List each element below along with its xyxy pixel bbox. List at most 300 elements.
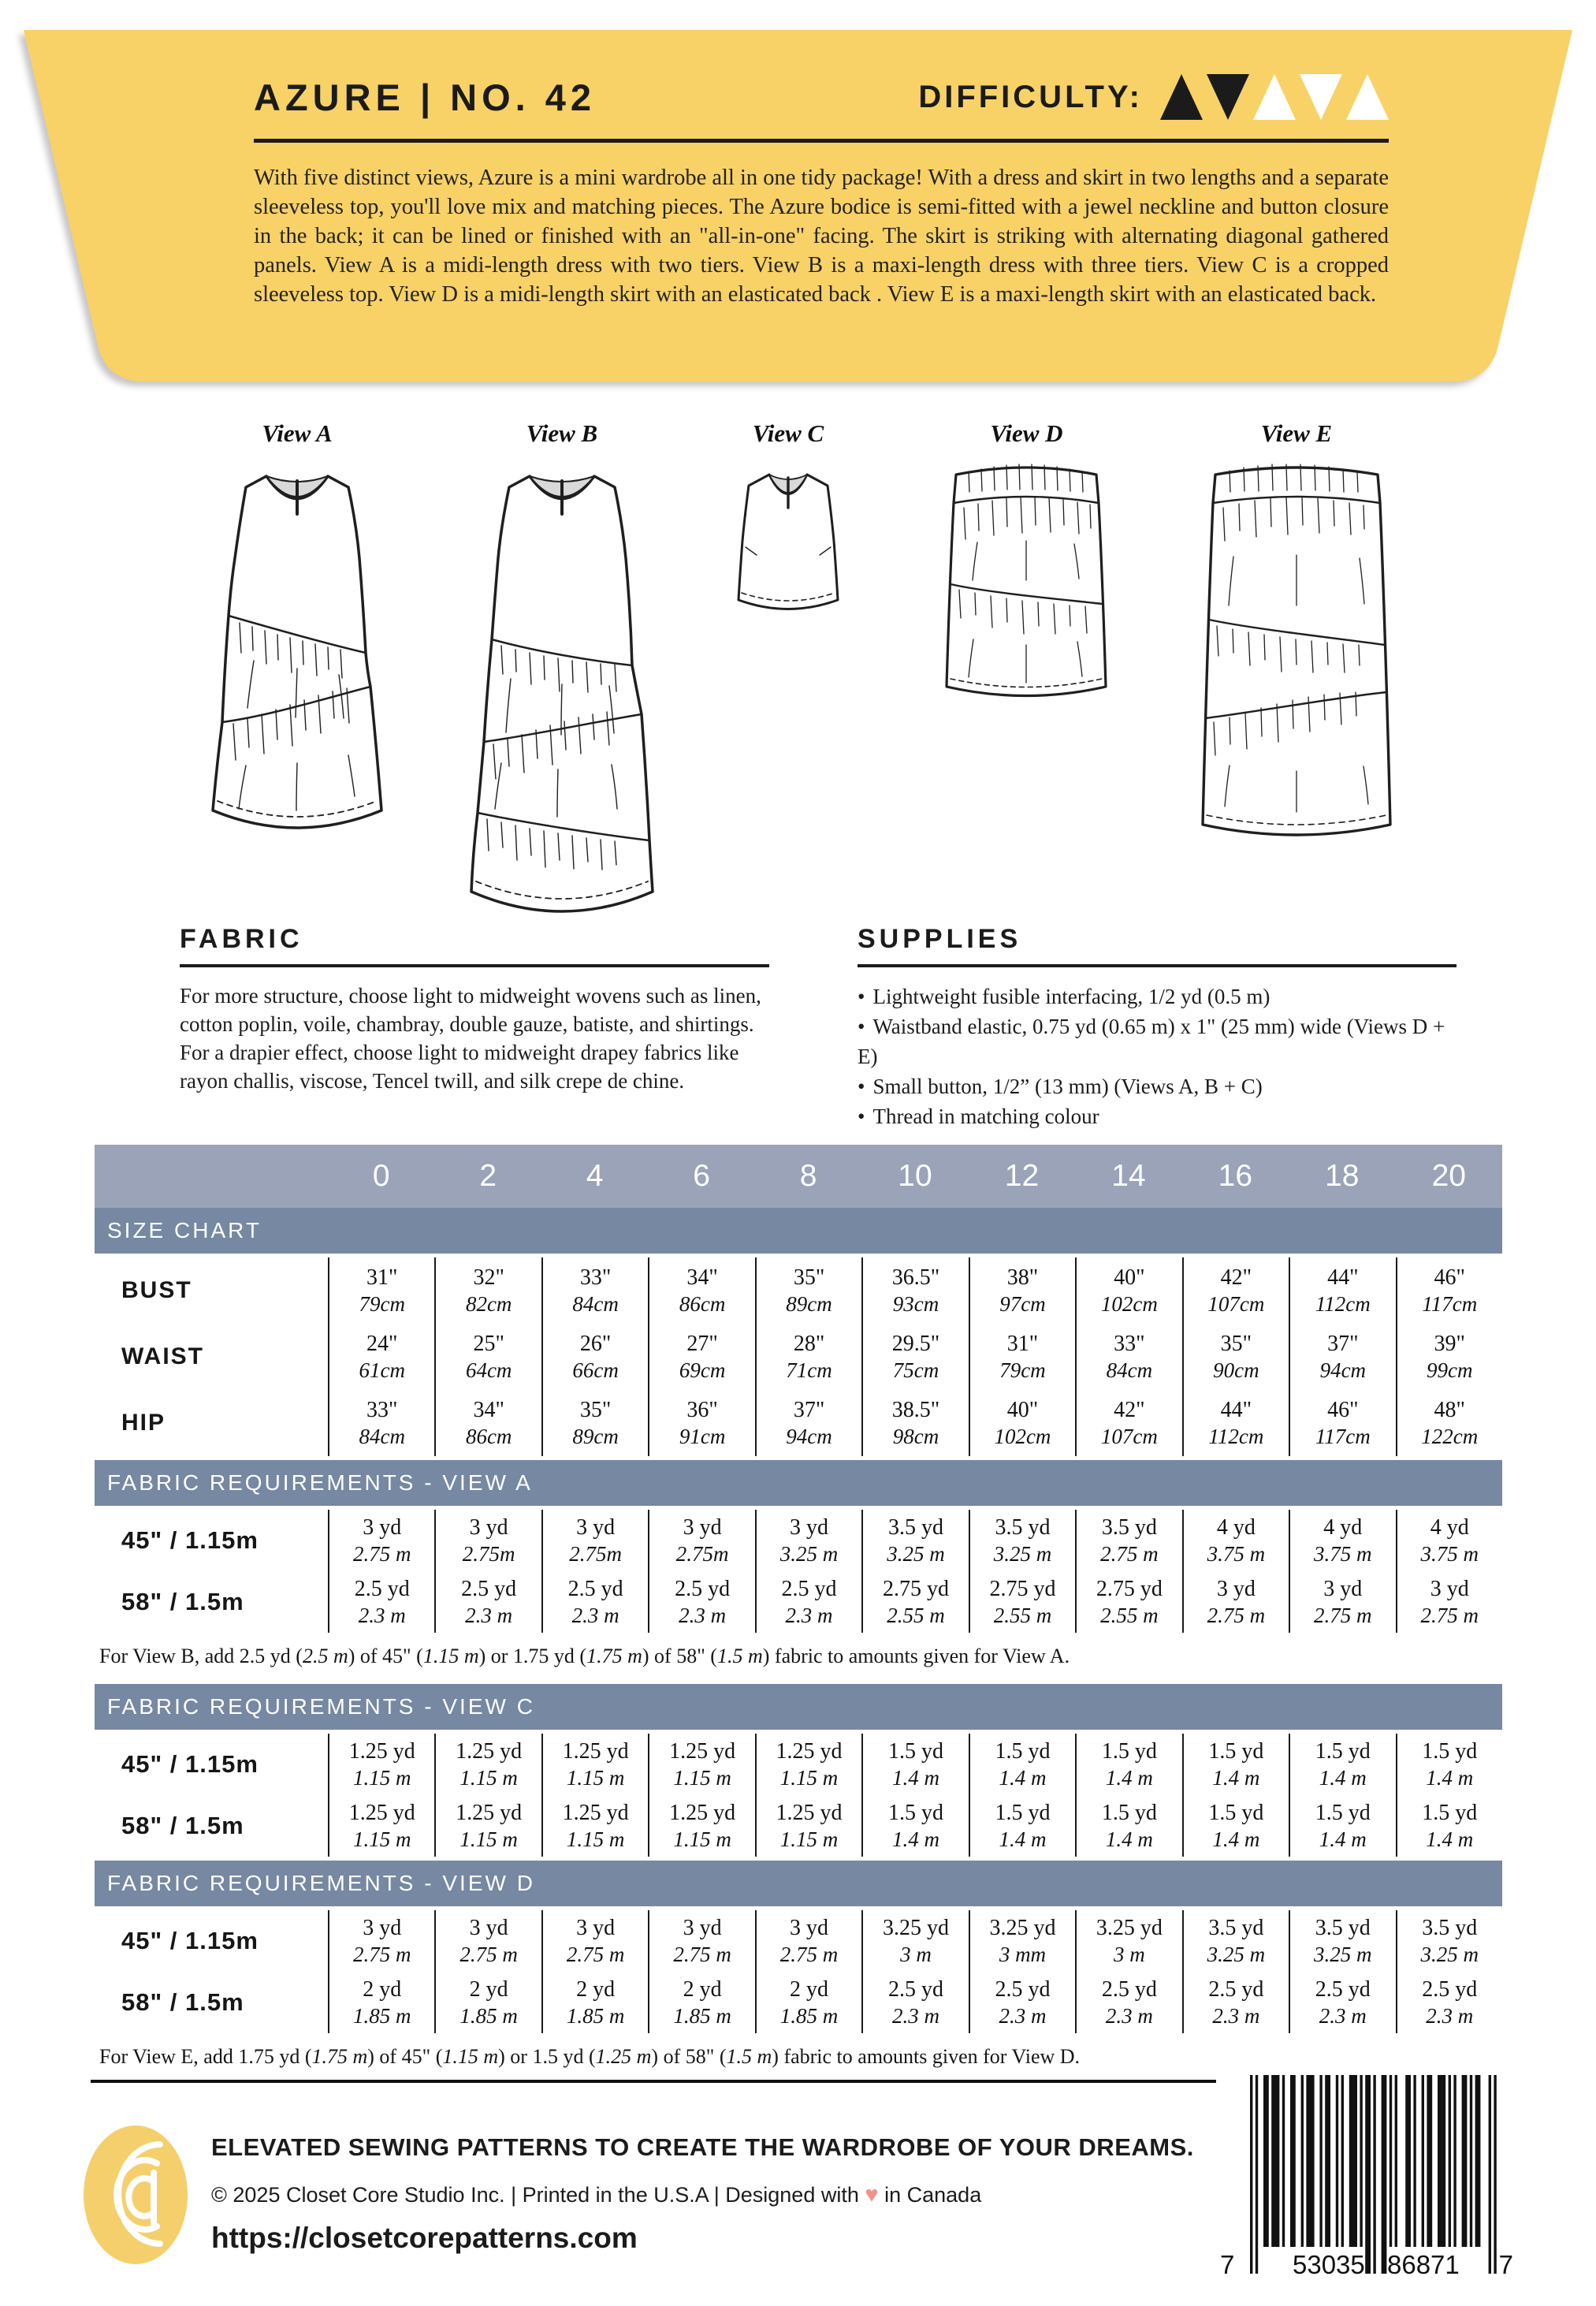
table-cell: [861, 1795, 968, 1857]
value-secondary: 3 m: [900, 1942, 932, 1966]
value-primary: 40": [1006, 1397, 1039, 1422]
value-secondary: 2.3 m: [1212, 2003, 1260, 2028]
table-cell: [969, 1510, 1075, 1571]
value-primary: 2.5 yd: [567, 1576, 623, 1601]
table-row-label: 45" / 1.15m: [121, 1927, 259, 1954]
table-cell: [1075, 1257, 1181, 1324]
value-secondary: 79cm: [359, 1291, 405, 1316]
value-primary: 42": [1220, 1265, 1252, 1290]
supply-item: [858, 1011, 1456, 1071]
value-secondary: 107cm: [1100, 1424, 1158, 1448]
fabric-note-segment: ) of 58" (: [642, 1645, 717, 1667]
table-cell: [755, 1910, 861, 1972]
value-secondary: 1.4 m: [1212, 1765, 1260, 1790]
table-cell: [648, 1571, 754, 1633]
table-cell: [861, 1910, 968, 1972]
value-secondary: 84cm: [1106, 1358, 1153, 1382]
fabric-note-segment: For View E, add 1.75 yd (: [99, 2045, 312, 2068]
fabric-req-body: [95, 1730, 1502, 1861]
value-secondary: 91cm: [679, 1424, 726, 1448]
fabric-note-segment: 2.5 m: [302, 1645, 348, 1667]
size-number: 6: [693, 1159, 710, 1193]
banner-divider: [254, 139, 1389, 143]
footer-credit-text: © 2025 Closet Core Studio Inc. | Printed in the U.S.A | Designed with: [211, 2183, 859, 2207]
table-cell: [541, 1510, 648, 1571]
value-primary: 24": [366, 1331, 398, 1356]
table-cell: [541, 1795, 648, 1857]
bullet-icon: •: [858, 1075, 865, 1098]
fabric-heading: FABRIC: [180, 924, 303, 954]
difficulty-triangle-icon: [1253, 74, 1296, 120]
fabric-section: [180, 924, 769, 1116]
upc-barcode: [1220, 2073, 1513, 2280]
table-cell: [1396, 1510, 1502, 1571]
fabric-req-band-label: FABRIC REQUIREMENTS - VIEW A: [107, 1470, 533, 1495]
difficulty-triangle-icon: [1160, 74, 1203, 120]
table-cell: [1289, 1734, 1395, 1795]
table-cell: [1396, 1571, 1502, 1633]
table-cell: [648, 1734, 754, 1795]
view-e-block: [1198, 419, 1395, 852]
value-primary: 28": [793, 1331, 825, 1356]
table-cell: [434, 1910, 541, 1972]
value-secondary: 2.3 m: [571, 1603, 619, 1627]
fabric-note: [99, 1643, 1502, 1670]
supplies-list: [858, 982, 1456, 1131]
value-primary: 29.5": [891, 1331, 940, 1356]
value-primary: 1.25 yd: [562, 1738, 629, 1764]
table-cell: [1182, 1390, 1289, 1456]
value-primary: 3.25 yd: [989, 1915, 1056, 1940]
fabric-note: [99, 2043, 1502, 2070]
table-cell: [1075, 1910, 1181, 1972]
value-primary: 1.25 yd: [669, 1800, 736, 1825]
value-secondary: 1.85 m: [779, 2003, 839, 2028]
value-primary: 2 yd: [469, 1976, 508, 2002]
value-primary: 1.5 yd: [1315, 1738, 1371, 1764]
table-cell: [1396, 1734, 1502, 1795]
value-primary: 33": [366, 1397, 398, 1422]
footer-url: https://closetcorepatterns.com: [211, 2222, 638, 2254]
view-e-skirt-illustration: [1198, 454, 1395, 852]
value-primary: 1.5 yd: [1208, 1800, 1264, 1825]
value-secondary: 1.85 m: [459, 2003, 518, 2028]
value-secondary: 2.3 m: [679, 1603, 727, 1627]
value-primary: 2.5 yd: [1101, 1976, 1157, 2002]
value-primary: 3.5 yd: [995, 1514, 1051, 1540]
table-cell: [648, 1510, 754, 1571]
value-primary: 36": [686, 1397, 718, 1422]
fabric-req-body: [95, 1506, 1502, 1637]
barcode-group-2: 86871: [1387, 2250, 1460, 2279]
table-cell: [541, 1734, 648, 1795]
value-secondary: 1.85 m: [673, 2003, 731, 2028]
table-cell: [755, 1972, 861, 2033]
value-primary: 1.25 yd: [669, 1738, 736, 1764]
view-c-block: [725, 419, 851, 631]
difficulty-label: DIFFICULTY:: [918, 79, 1143, 114]
table-cell: [1396, 1972, 1502, 2033]
value-primary: 2 yd: [363, 1976, 402, 2002]
fabric-note-segment: ) or 1.75 yd (: [478, 1645, 587, 1667]
fabric-body: For more structure, choose light to midweight wovens such as linen, cotton poplin, voile, chambray, double gauze, batiste, and shirtings. For a drapier effect, choose light to midweight drapey fabrics like rayon challis, viscose, Tencel twill, and silk crepe de chine.: [180, 984, 761, 1093]
view-c-label: View C: [752, 419, 824, 447]
table-cell: [1182, 1910, 1289, 1972]
table-row-label: HIP: [121, 1410, 166, 1436]
value-secondary: 1.15 m: [779, 1765, 839, 1790]
value-secondary: 3.25 m: [887, 1541, 945, 1566]
table-cell: [1396, 1795, 1502, 1857]
size-number: 16: [1218, 1159, 1253, 1193]
value-secondary: 3.25 m: [993, 1541, 1052, 1566]
value-primary: 1.5 yd: [1422, 1800, 1478, 1825]
fabric-note-segment: ) of 45" (: [367, 2045, 443, 2068]
value-secondary: 1.15 m: [459, 1827, 518, 1851]
table-cell: [328, 1910, 434, 1972]
value-secondary: 117cm: [1315, 1424, 1371, 1448]
table-cell: [328, 1257, 434, 1324]
value-secondary: 107cm: [1207, 1291, 1265, 1316]
table-cell: [1289, 1257, 1395, 1324]
value-secondary: 69cm: [679, 1358, 726, 1382]
value-secondary: 1.15 m: [566, 1765, 625, 1790]
view-d-block: [942, 419, 1111, 710]
table-cell: [1182, 1734, 1289, 1795]
value-secondary: 1.15 m: [566, 1827, 625, 1851]
value-secondary: 2.3 m: [1319, 2003, 1367, 2028]
value-secondary: 94cm: [1319, 1358, 1367, 1382]
value-primary: 37": [793, 1397, 825, 1422]
table-cell: [1289, 1324, 1395, 1390]
supply-item: [858, 1071, 1456, 1101]
value-primary: 2.5 yd: [1315, 1976, 1371, 2002]
difficulty-triangle-icon: [1300, 74, 1342, 120]
value-secondary: 1.4 m: [1319, 1765, 1367, 1790]
value-primary: 26": [579, 1331, 612, 1356]
value-primary: 1.5 yd: [1422, 1738, 1478, 1764]
table-cell: [1182, 1972, 1289, 2033]
value-primary: 4 yd: [1430, 1514, 1469, 1540]
table-cell: [755, 1257, 861, 1324]
value-secondary: 3.25 m: [1314, 1942, 1372, 1966]
value-primary: 34": [686, 1265, 718, 1290]
value-secondary: 2.3 m: [358, 1603, 406, 1627]
value-secondary: 61cm: [359, 1358, 405, 1382]
table-row-label: 58" / 1.5m: [121, 1988, 244, 2016]
value-primary: 2.5 yd: [461, 1576, 517, 1601]
table-cell: [1075, 1571, 1181, 1633]
value-secondary: 2.75 m: [566, 1942, 625, 1966]
table-cell: [1075, 1972, 1181, 2033]
table-cell: [861, 1257, 968, 1324]
value-primary: 2.75 yd: [989, 1576, 1056, 1601]
value-secondary: 1.85 m: [566, 2003, 625, 2028]
value-secondary: 2.75 m: [1314, 1603, 1372, 1627]
value-secondary: 2.3 m: [785, 1603, 833, 1627]
bullet-icon: •: [858, 1015, 865, 1038]
table-cell: [755, 1795, 861, 1857]
value-secondary: 2.75m: [675, 1541, 729, 1566]
footer-credit: [211, 2182, 981, 2208]
value-secondary: 2.75 m: [1207, 1603, 1266, 1627]
barcode-group-1: 53035: [1293, 2250, 1365, 2279]
table-cell: [969, 1910, 1075, 1972]
value-secondary: 2.75m: [462, 1541, 515, 1566]
value-secondary: 2.75 m: [779, 1942, 839, 1966]
size-chart-body: [95, 1254, 1502, 1460]
supply-item-text: Waistband elastic, 0.75 yd (0.65 m) x 1" (25 mm) wide (Views D + E): [858, 1015, 1445, 1068]
value-secondary: 71cm: [786, 1358, 832, 1382]
table-cell: [969, 1795, 1075, 1857]
table-cell: [1075, 1795, 1181, 1857]
fabric-note-segment: 1.15 m: [442, 2045, 499, 2068]
value-secondary: 2.55 m: [993, 1603, 1052, 1627]
table-cell: [1289, 1972, 1395, 2033]
fabric-note-segment: 1.25 m: [595, 2045, 652, 2068]
table-row-label: WAIST: [121, 1343, 204, 1369]
value-secondary: 1.4 m: [891, 1765, 939, 1790]
fabric-note-segment: 1.5 m: [726, 2045, 772, 2068]
value-secondary: 98cm: [892, 1424, 939, 1448]
value-secondary: 84cm: [359, 1424, 405, 1448]
value-primary: 3.5 yd: [1101, 1514, 1157, 1540]
table-cell: [861, 1571, 968, 1633]
table-cell: [328, 1510, 434, 1571]
table-cell: [1396, 1324, 1502, 1390]
value-secondary: 2.75 m: [1100, 1541, 1159, 1566]
table-cell: [328, 1571, 434, 1633]
value-primary: 42": [1114, 1397, 1145, 1422]
table-cell: [969, 1390, 1075, 1456]
table-cell: [328, 1390, 434, 1456]
value-secondary: 117cm: [1422, 1291, 1478, 1316]
fabric-note-segment: ) fabric to amounts given for View D.: [772, 2045, 1081, 2068]
table-cell: [1075, 1510, 1181, 1571]
table-cell: [434, 1390, 541, 1456]
value-secondary: 1.15 m: [352, 1827, 411, 1851]
size-number: 4: [586, 1159, 604, 1193]
view-a-label: View A: [262, 419, 333, 447]
value-primary: 1.5 yd: [995, 1738, 1051, 1764]
value-secondary: 2.75 m: [673, 1942, 731, 1966]
table-cell: [969, 1571, 1075, 1633]
table-cell: [1289, 1571, 1395, 1633]
bullet-icon: •: [858, 1105, 865, 1128]
fabric-req-band-label: FABRIC REQUIREMENTS - VIEW C: [107, 1694, 535, 1719]
value-primary: 2 yd: [576, 1976, 616, 2002]
difficulty-triangle-icon: [1346, 74, 1389, 120]
value-secondary: 2.3 m: [465, 1603, 513, 1627]
barcode-bars: [1220, 2073, 1513, 2280]
table-cell: [541, 1390, 648, 1456]
table-cell: [1075, 1324, 1181, 1390]
value-primary: 1.25 yd: [776, 1800, 843, 1825]
value-secondary: 1.4 m: [1105, 1765, 1153, 1790]
supply-item-text: Lightweight fusible interfacing, 1/2 yd (0.5 m): [872, 985, 1270, 1008]
size-number: 14: [1111, 1159, 1146, 1193]
view-b-block: [456, 419, 668, 939]
size-corner-cell: [95, 1145, 328, 1208]
table-cell: [755, 1324, 861, 1390]
value-primary: 1.25 yd: [562, 1800, 629, 1825]
value-primary: 2.5 yd: [675, 1576, 731, 1601]
view-d-label: View D: [990, 419, 1063, 447]
pattern-title: AZURE | NO. 42: [254, 76, 597, 118]
supply-item-text: Thread in matching colour: [872, 1105, 1099, 1128]
footer-credit-country: in Canada: [884, 2183, 982, 2207]
value-secondary: 90cm: [1213, 1358, 1259, 1382]
value-primary: 46": [1327, 1397, 1359, 1422]
value-primary: 36.5": [891, 1265, 940, 1290]
fabric-req-band-label: FABRIC REQUIREMENTS - VIEW D: [107, 1871, 535, 1895]
value-primary: 3.25 yd: [1096, 1915, 1163, 1940]
bullet-icon: •: [858, 985, 865, 1008]
value-primary: 1.5 yd: [887, 1800, 943, 1825]
fabric-note-segment: ) of 45" (: [348, 1645, 423, 1667]
table-cell: [1396, 1910, 1502, 1972]
table-row-label: 45" / 1.15m: [121, 1526, 259, 1554]
supply-item-text: Small button, 1/2” (13 mm) (Views A, B + C): [872, 1075, 1263, 1098]
pattern-description: With five distinct views, Azure is a mini wardrobe all in one tidy package! With a dress and skirt in two lengths and a separate sleeveless top, you'll love mix and matching pieces. The Azure bodice is semi-fitted with a jewel neckline and button closure in the back; it can be lined or finished with an "all-in-one" facing. The skirt is striking with alternating diagonal gathered panels. View A is a midi-length dress with two tiers. View B is a maxi-length dress with three tiers. View C is a cropped sleeveless top. View D is a midi-length skirt with an elasticated back . View E is a maxi-length skirt with an elasticated back.: [254, 166, 1390, 307]
value-primary: 1.5 yd: [1315, 1800, 1371, 1825]
value-secondary: 1.4 m: [1105, 1827, 1153, 1851]
size-number: 12: [1004, 1159, 1040, 1193]
supply-item: [858, 982, 1456, 1011]
table-cell: [648, 1910, 754, 1972]
table-cell: [861, 1510, 968, 1571]
table-row-label: 58" / 1.5m: [121, 1588, 244, 1615]
value-secondary: 64cm: [465, 1358, 512, 1382]
value-secondary: 3.75 m: [1314, 1541, 1372, 1566]
value-primary: 25": [473, 1331, 504, 1356]
supplies-heading: SUPPLIES: [858, 924, 1022, 954]
value-primary: 3 yd: [790, 1915, 829, 1940]
size-number: 10: [898, 1159, 932, 1193]
table-cell: [1075, 1734, 1181, 1795]
value-primary: 2.75 yd: [1096, 1576, 1163, 1601]
value-primary: 2.5 yd: [887, 1976, 943, 2002]
value-primary: 3.5 yd: [1315, 1915, 1371, 1940]
value-primary: 3.5 yd: [1208, 1915, 1264, 1940]
table-cell: [1289, 1910, 1395, 1972]
table-cell: [969, 1972, 1075, 2033]
value-primary: 2 yd: [683, 1976, 722, 2002]
value-primary: 1.25 yd: [348, 1800, 415, 1825]
value-secondary: 122cm: [1421, 1424, 1479, 1448]
table-cell: [541, 1910, 648, 1972]
table-cell: [1182, 1257, 1289, 1324]
value-primary: 3 yd: [1430, 1576, 1469, 1601]
value-primary: 1.5 yd: [1101, 1738, 1157, 1764]
value-secondary: 1.15 m: [352, 1765, 411, 1790]
table-cell: [541, 1257, 648, 1324]
value-primary: 44": [1327, 1265, 1359, 1290]
table-cell: [1289, 1795, 1395, 1857]
fabric-requirements-tables: [95, 1460, 1502, 2070]
value-primary: 35": [579, 1397, 612, 1422]
value-primary: 2.5 yd: [1422, 1976, 1478, 2002]
value-secondary: 1.4 m: [1212, 1827, 1260, 1851]
value-primary: 3 yd: [363, 1915, 402, 1940]
table-cell: [541, 1324, 648, 1390]
value-primary: 31": [366, 1265, 398, 1290]
value-secondary: 2.75 m: [352, 1942, 411, 1966]
value-secondary: 2.75 m: [1420, 1603, 1479, 1627]
value-secondary: 1.85 m: [352, 2003, 411, 2028]
fabric-note-segment: 1.75 m: [311, 2045, 368, 2068]
value-primary: 44": [1220, 1397, 1252, 1422]
value-primary: 39": [1434, 1331, 1465, 1356]
table-row-label: 58" / 1.5m: [121, 1812, 244, 1839]
value-secondary: 2.55 m: [887, 1603, 945, 1627]
value-secondary: 1.4 m: [1426, 1765, 1474, 1790]
value-primary: 33": [1114, 1331, 1145, 1356]
difficulty-rating: [918, 74, 1389, 120]
value-primary: 2.5 yd: [781, 1576, 837, 1601]
view-e-label: View E: [1260, 419, 1333, 447]
value-secondary: 2.3 m: [891, 2003, 939, 2028]
table-cell: [328, 1795, 434, 1857]
value-primary: 1.5 yd: [995, 1800, 1051, 1825]
table-cell: [755, 1734, 861, 1795]
value-primary: 40": [1114, 1265, 1145, 1290]
value-secondary: 1.15 m: [673, 1827, 731, 1851]
value-primary: 1.25 yd: [348, 1738, 415, 1764]
table-cell: [648, 1257, 754, 1324]
table-cell: [328, 1324, 434, 1390]
value-primary: 2.5 yd: [995, 1976, 1051, 2002]
table-cell: [434, 1257, 541, 1324]
value-secondary: 79cm: [999, 1358, 1046, 1382]
table-cell: [648, 1795, 754, 1857]
value-secondary: 86cm: [465, 1424, 512, 1448]
table-row-label: BUST: [121, 1277, 192, 1303]
table-cell: [1182, 1571, 1289, 1633]
value-primary: 3 yd: [683, 1915, 722, 1940]
fabric-req-band: [95, 1460, 1502, 1506]
size-number: 8: [799, 1159, 817, 1193]
value-primary: 37": [1327, 1331, 1359, 1356]
value-primary: 34": [473, 1397, 504, 1422]
table-cell: [861, 1734, 968, 1795]
value-primary: 3 yd: [790, 1514, 829, 1540]
value-primary: 3 yd: [576, 1915, 616, 1940]
size-number: 2: [479, 1159, 497, 1193]
value-secondary: 3.75 m: [1420, 1541, 1479, 1566]
barcode-digit-left: 7: [1220, 2250, 1235, 2279]
value-primary: 4 yd: [1216, 1514, 1256, 1540]
value-secondary: 112cm: [1315, 1291, 1371, 1316]
value-primary: 35": [793, 1265, 825, 1290]
value-primary: 48": [1434, 1397, 1465, 1422]
table-cell: [648, 1324, 754, 1390]
table-cell: [755, 1571, 861, 1633]
value-primary: 3 yd: [576, 1514, 616, 1540]
value-primary: 35": [1220, 1331, 1252, 1356]
value-secondary: 97cm: [999, 1291, 1046, 1316]
table-cell: [861, 1972, 968, 2033]
value-primary: 38": [1006, 1265, 1039, 1290]
table-cell: [969, 1734, 1075, 1795]
value-primary: 3 yd: [683, 1514, 722, 1540]
size-number: 18: [1325, 1159, 1360, 1193]
value-secondary: 89cm: [572, 1424, 619, 1448]
footer-tagline: ELEVATED SEWING PATTERNS TO CREATE THE WARDROBE OF YOUR DREAMS.: [211, 2133, 1194, 2161]
fabric-req-band: [95, 1861, 1502, 1906]
value-primary: 2.75 yd: [882, 1576, 949, 1601]
fabric-req-body: [95, 1906, 1502, 2037]
value-primary: 2.5 yd: [354, 1576, 410, 1601]
